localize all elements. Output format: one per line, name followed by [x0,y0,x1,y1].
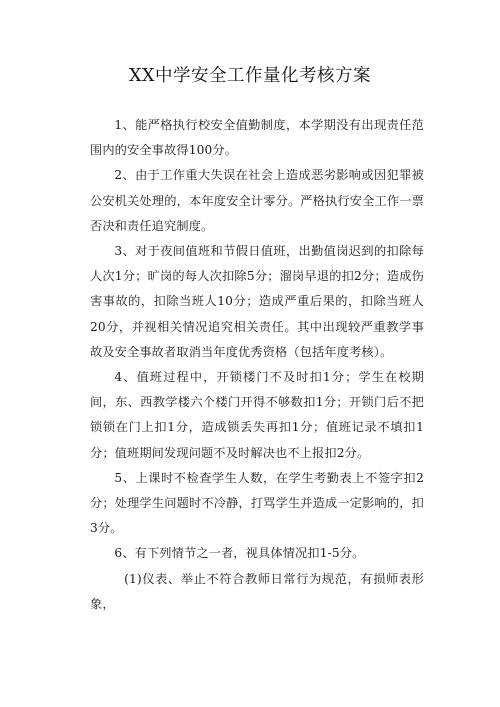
paragraph-item-5: 5、上课时不检查学生人数，在学生考勤表上不签字扣2分；处理学生问题时不冷静，打骂学生并造成一定影响的，扣3分。 [90,470,424,536]
paragraph-item-1: 1、能严格执行校安全值勤制度，本学期没有出现责任范围内的安全事故得100分。 [90,118,424,158]
document-title: XX中学安全工作量化考核方案 [129,66,371,86]
paragraph-subitem-1: (1)仪表、举止不符合教师日常行为规范，有损师表形象， [90,571,424,611]
paragraph-item-6: 6、有下列情节之一者，视具体情况扣1-5分。 [114,546,365,561]
paragraph-item-3: 3、对于夜间值班和节假日值班，出勤值岗迟到的扣除每人次1分；旷岗的每人次扣除5分；溜岗早退的扣2分；造成伤害事故的，扣除当班人10分；造成严重后果的，扣除当班人20分，并视相关情况追究相关责任。其中出现较严重教学事故及安全事故者取消当年度优秀资格（包括年度考核）。 [90,244,424,359]
document-body [90,113,424,617]
paragraph-item-2: 2、由于工作重大失误在社会上造成恶劣影响或因犯罪被公安机关处理的，本年度安全计零分。严格执行安全工作一票否决和责任追究制度。 [90,168,424,233]
paragraph-item-4: 4、值班过程中，开锁楼门不及时扣1分；学生在校期间，东、西教学楼六个楼门开得不够数扣1分；开锁门后不把锁锁在门上扣1分，造成锁丢失再扣1分；值班记录不填扣1分；值班期间发现问题不及时解决也不上报扣2分。 [90,370,424,460]
